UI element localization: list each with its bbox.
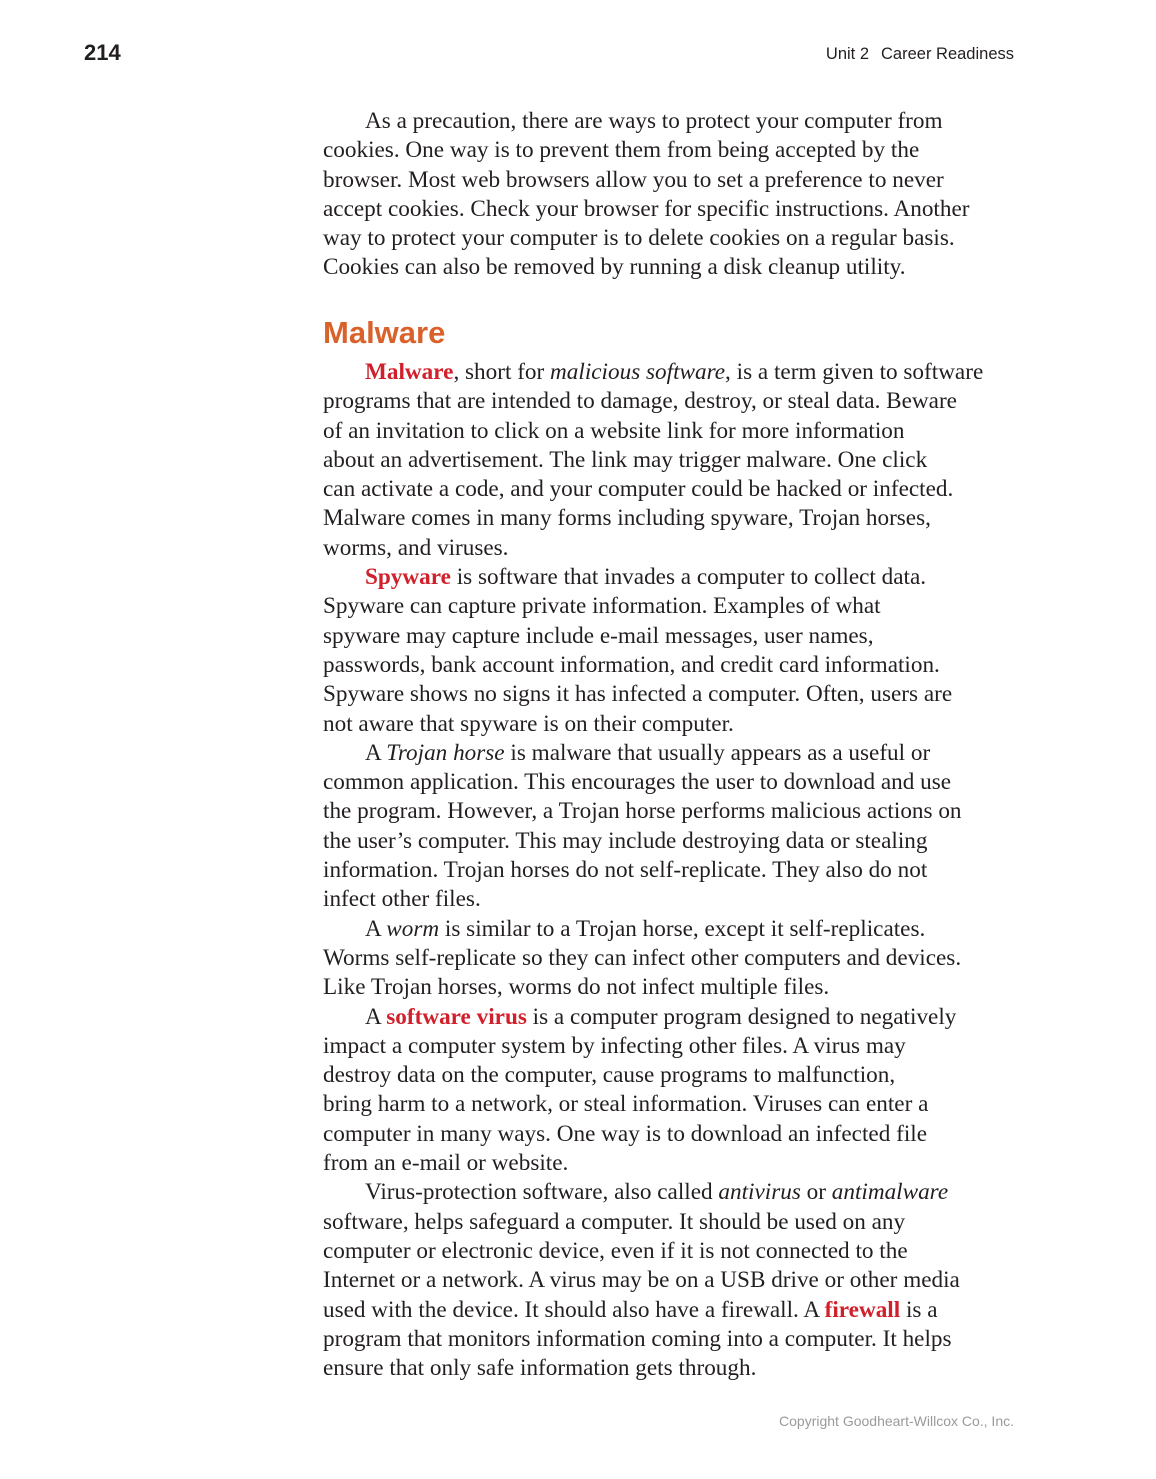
copyright-footer: Copyright Goodheart-Willcox Co., Inc. (779, 1413, 1014, 1429)
text-line (323, 358, 983, 387)
text-line (323, 136, 969, 165)
text-run: infect other files. (323, 886, 481, 913)
text-line (323, 1003, 983, 1032)
text-run: computer in many ways. One way is to download an infected file (323, 1120, 927, 1147)
text-run: worms, and viruses. (323, 534, 509, 561)
text-line (323, 622, 983, 651)
key-term: Spyware (365, 564, 451, 591)
text-run: software, helps safeguard a computer. It should be used on any (323, 1208, 906, 1235)
text-run: impact a computer system by infecting other files. A virus may (323, 1032, 906, 1059)
text-line (323, 680, 983, 709)
text-run: Like Trojan horses, worms do not infect multiple files. (323, 974, 830, 1001)
text-run: bring harm to a network, or steal information. Viruses can enter a (323, 1091, 929, 1118)
text-run: is a (900, 1296, 938, 1323)
italic-term: worm (386, 915, 440, 942)
running-header (826, 45, 1014, 64)
text-line (323, 1149, 983, 1178)
text-run: is software that invades a computer to collect data. (450, 564, 927, 591)
text-run: computer or electronic device, even if it is not connected to the (323, 1237, 908, 1264)
text-line (323, 885, 983, 914)
text-line (323, 417, 983, 446)
text-run: the program. However, a Trojan horse performs malicious actions on (323, 798, 962, 825)
text-line (323, 710, 983, 739)
text-run: from an e-mail or website. (323, 1150, 569, 1177)
text-line (323, 739, 983, 768)
text-run: or (800, 1179, 832, 1206)
text-run: Cookies can also be removed by running a disk cleanup utility. (323, 254, 906, 281)
page-number: 214 (84, 40, 121, 65)
text-line (323, 166, 969, 195)
text-run: destroy data on the computer, cause programs to malfunction, (323, 1062, 896, 1089)
text-line (323, 1354, 983, 1383)
text-run: information. Trojan horses do not self-replicate. They also do not (323, 857, 928, 884)
text-run: is a computer program designed to negatively (526, 1003, 957, 1030)
text-line (323, 224, 969, 253)
text-line (323, 1061, 983, 1090)
unit-title: Career Readiness (881, 45, 1014, 63)
text-line (323, 827, 983, 856)
italic-term: malicious software (550, 359, 726, 385)
text-run: is malware that usually appears as a useful or (504, 739, 931, 766)
text-line (323, 1090, 983, 1119)
text-line (323, 387, 983, 416)
text-run: about an advertisement. The link may trigger malware. One click (323, 446, 928, 473)
text-run: browser. Most web browsers allow you to set a preference to never (323, 166, 944, 193)
text-run: can activate a code, and your computer could be hacked or infected. (323, 476, 954, 503)
text-run: A (365, 1003, 387, 1030)
text-line (323, 475, 983, 504)
text-run: As a precaution, there are ways to protect your computer from (365, 108, 943, 134)
text-run: A (365, 915, 387, 942)
text-line (323, 651, 983, 680)
text-line (323, 195, 969, 224)
cookies-paragraph (323, 107, 969, 283)
text-run: , is a term given to software (725, 359, 984, 385)
text-run: passwords, bank account information, and credit card information. (323, 651, 940, 678)
text-run: of an invitation to click on a website link for more information (323, 417, 905, 444)
text-run: , short for (453, 359, 551, 385)
text-run: Worms self-replicate so they can infect other computers and devices. (323, 944, 962, 971)
text-run: Malware comes in many forms including spyware, Trojan horses, (323, 505, 931, 532)
text-run: Spyware can capture private information. Examples of what (323, 593, 881, 620)
text-line (323, 1325, 983, 1354)
key-term: software virus (386, 1003, 527, 1030)
text-line (323, 1208, 983, 1237)
text-run: used with the device. It should also have a firewall. A (323, 1296, 825, 1323)
text-line (323, 973, 983, 1002)
text-line (323, 563, 983, 592)
unit-label: Unit 2 (825, 45, 870, 63)
text-line (323, 1032, 983, 1061)
text-run: is similar to a Trojan horse, except it self-replicates. (439, 915, 926, 942)
key-term: Malware (365, 359, 454, 385)
text-line (323, 446, 983, 475)
text-run: Virus-protection software, also called (365, 1179, 719, 1206)
text-run: ensure that only safe information gets through. (323, 1355, 757, 1382)
text-run: accept cookies. Check your browser for specific instructions. Another (323, 195, 970, 222)
text-line (323, 797, 983, 826)
text-line (323, 1178, 983, 1207)
italic-term: antimalware (831, 1179, 949, 1206)
text-run: A (365, 739, 387, 766)
text-run: the user’s computer. This may include destroying data or stealing (323, 827, 928, 854)
text-line (323, 592, 983, 621)
text-run: Spyware shows no signs it has infected a computer. Often, users are (323, 681, 953, 708)
text-run: cookies. One way is to prevent them from being accepted by the (323, 137, 920, 164)
text-run: spyware may capture include e-mail messages, user names, (323, 622, 874, 649)
section-heading: Malware (323, 315, 446, 350)
italic-term: antivirus (718, 1179, 801, 1206)
text-line (323, 107, 969, 136)
text-run: way to protect your computer is to delete cookies on a regular basis. (323, 225, 955, 252)
text-run: program that monitors information coming into a computer. It helps (323, 1325, 952, 1352)
text-run: programs that are intended to damage, destroy, or steal data. Beware (323, 388, 957, 415)
text-line (323, 1296, 983, 1325)
text-line (323, 944, 983, 973)
malware-section-body (323, 358, 983, 1383)
text-run: not aware that spyware is on their computer. (323, 710, 734, 737)
text-line (323, 534, 983, 563)
text-line (323, 1237, 983, 1266)
text-line (323, 1120, 983, 1149)
text-line (323, 856, 983, 885)
text-line (323, 504, 983, 533)
text-line (323, 768, 983, 797)
text-line (323, 253, 969, 282)
key-term: firewall (824, 1296, 901, 1323)
text-run: Internet or a network. A virus may be on a USB drive or other media (323, 1267, 960, 1294)
text-line (323, 915, 983, 944)
text-run: common application. This encourages the user to download and use (323, 769, 952, 796)
italic-term: Trojan horse (386, 739, 505, 766)
text-line (323, 1266, 983, 1295)
